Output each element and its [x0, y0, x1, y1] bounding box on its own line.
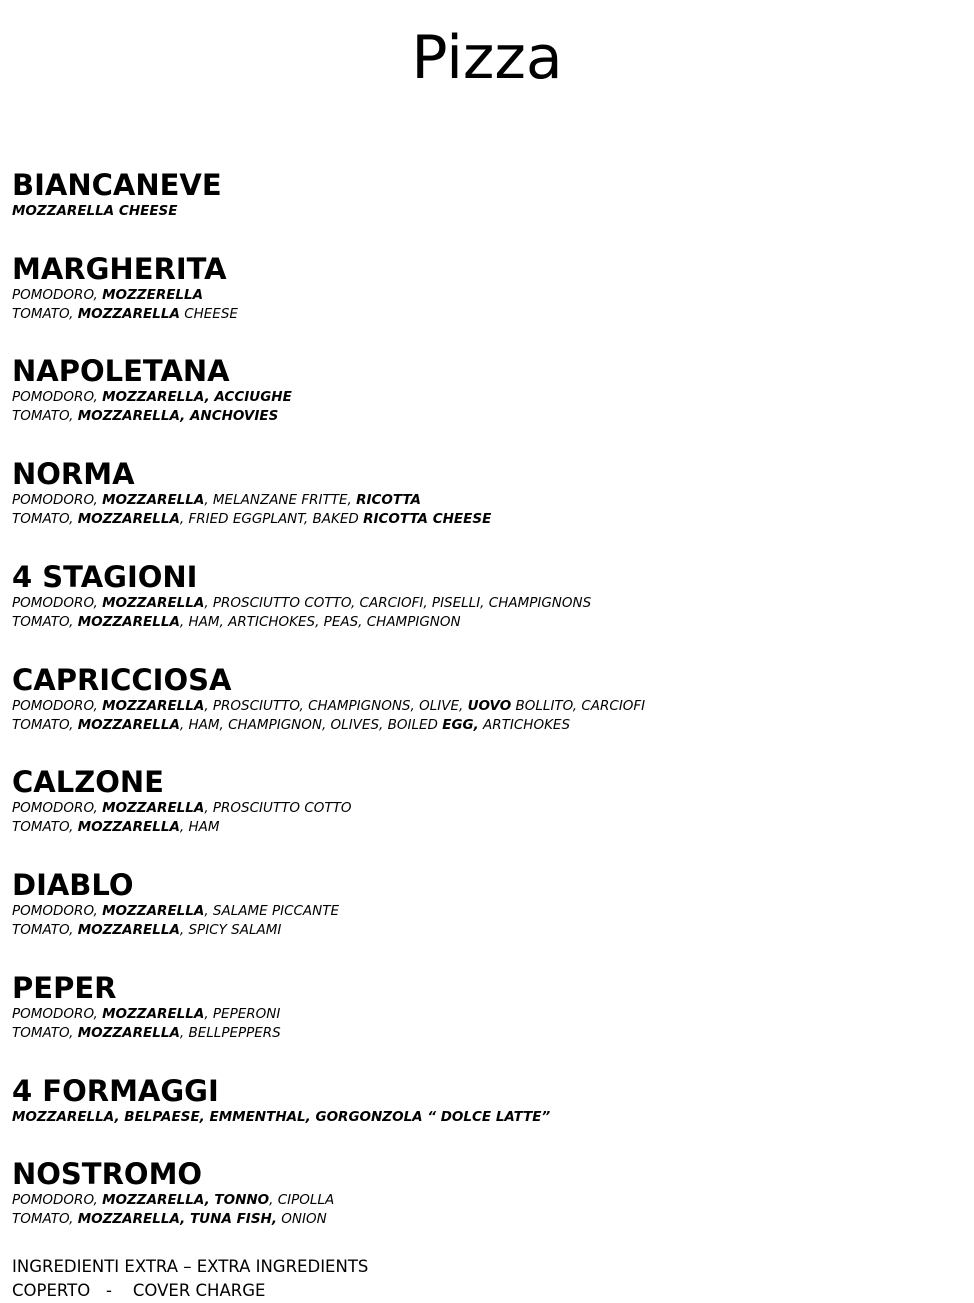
- ingredient-text: POMODORO,: [12, 389, 103, 405]
- ingredient-text: TOMATO,: [12, 306, 78, 322]
- ingredient-text: MOZZARELLA CHEESE: [12, 203, 178, 219]
- menu-item-name: DIABLO: [12, 868, 134, 902]
- ingredient-text: MOZZARELLA, TUNA FISH,: [77, 1211, 277, 1227]
- ingredient-text: , FRIED EGGPLANT, BAKED: [179, 511, 364, 527]
- ingredients-english: [12, 305, 952, 324]
- ingredients-english: [12, 510, 952, 529]
- ingredients-english: [12, 818, 952, 837]
- ingredient-text: , PROSCIUTTO COTTO, CARCIOFI, PISELLI, CHAMPIGNONS: [204, 595, 592, 611]
- ingredient-text: MOZZARELLA: [77, 1025, 180, 1041]
- menu-item: [12, 457, 952, 529]
- ingredient-text: , BELLPEPPERS: [179, 1025, 281, 1041]
- ingredient-text: , SPICY SALAMI: [179, 922, 282, 938]
- ingredient-text: , SALAME PICCANTE: [204, 903, 340, 919]
- ingredient-text: MOZZARELLA: [102, 1006, 205, 1022]
- ingredient-text: MOZZERELLA: [102, 287, 204, 303]
- ingredient-text: MOZZARELLA: [77, 922, 180, 938]
- ingredients-italian: [12, 1108, 952, 1127]
- ingredient-text: TOMATO,: [12, 614, 78, 630]
- ingredient-text: TOMATO,: [12, 1025, 78, 1041]
- menu-item: [12, 252, 952, 324]
- ingredients-italian: [12, 799, 952, 818]
- menu-item-name: CAPRICCIOSA: [12, 663, 232, 697]
- ingredient-text: MOZZARELLA: [102, 698, 205, 714]
- menu-item: [12, 765, 952, 837]
- ingredients-english: [12, 1210, 952, 1229]
- ingredient-text: TOMATO,: [12, 511, 78, 527]
- ingredient-text: , MELANZANE FRITTE,: [204, 492, 357, 508]
- ingredients-english: [12, 407, 952, 426]
- ingredient-text: ARTICHOKES: [478, 717, 571, 733]
- menu-item-name: 4 STAGIONI: [12, 560, 198, 594]
- ingredient-text: , PEPERONI: [204, 1006, 281, 1022]
- ingredient-text: MOZZARELLA: [77, 614, 180, 630]
- ingredient-text: EGG,: [442, 717, 479, 733]
- menu-item: [12, 1157, 952, 1229]
- menu-item-name: NOSTROMO: [12, 1157, 203, 1191]
- ingredient-text: POMODORO,: [12, 595, 103, 611]
- ingredients-english: [12, 716, 952, 735]
- ingredient-text: BOLLITO, CARCIOFI: [511, 698, 646, 714]
- ingredient-text: MOZZARELLA: [102, 595, 205, 611]
- ingredients-english: [12, 1024, 952, 1043]
- menu-item-name: NORMA: [12, 457, 135, 491]
- ingredients-italian: [12, 697, 952, 716]
- ingredient-text: TOMATO,: [12, 408, 78, 424]
- ingredients-italian: [12, 202, 952, 221]
- ingredient-text: POMODORO,: [12, 903, 103, 919]
- ingredient-text: RICOTTA CHEESE: [363, 511, 492, 527]
- page-title: Pizza: [411, 23, 563, 93]
- ingredient-text: POMODORO,: [12, 287, 103, 303]
- menu-item: [12, 168, 952, 221]
- ingredient-text: MOZZARELLA: [102, 492, 205, 508]
- menu-item: [12, 560, 952, 632]
- ingredient-text: POMODORO,: [12, 492, 103, 508]
- ingredients-italian: [12, 1005, 952, 1024]
- ingredient-text: , PROSCIUTTO, CHAMPIGNONS, OLIVE,: [204, 698, 468, 714]
- menu-item-name: PEPER: [12, 971, 117, 1005]
- ingredient-text: MOZZARELLA: [77, 306, 180, 322]
- ingredients-italian: [12, 388, 952, 407]
- footer-extra-ingredients: INGREDIENTI EXTRA – EXTRA INGREDIENTS: [12, 1257, 369, 1276]
- ingredient-text: , HAM: [179, 819, 220, 835]
- ingredient-text: MOZZARELLA: [77, 717, 180, 733]
- menu-item-name: BIANCANEVE: [12, 168, 222, 202]
- ingredient-text: MOZZARELLA, BELPAESE, EMMENTHAL, GORGONZOLA “ DOLCE LATTE”: [12, 1109, 551, 1125]
- menu-item-name: CALZONE: [12, 765, 164, 799]
- ingredient-text: MOZZARELLA, ACCIUGHE: [102, 389, 292, 405]
- ingredients-english: [12, 921, 952, 940]
- ingredients-italian: [12, 491, 952, 510]
- menu-item: [12, 1074, 952, 1127]
- ingredient-text: , CIPOLLA: [269, 1192, 335, 1208]
- ingredients-italian: [12, 286, 952, 305]
- ingredients-italian: [12, 1191, 952, 1210]
- ingredient-text: , HAM, ARTICHOKES, PEAS, CHAMPIGNON: [179, 614, 461, 630]
- ingredient-text: RICOTTA: [356, 492, 422, 508]
- ingredient-text: TOMATO,: [12, 922, 78, 938]
- ingredient-text: POMODORO,: [12, 1006, 103, 1022]
- menu-item-name: 4 FORMAGGI: [12, 1074, 219, 1108]
- footer-notes: [12, 1255, 368, 1303]
- menu-item: [12, 868, 952, 940]
- ingredient-text: MOZZARELLA: [77, 819, 180, 835]
- menu-item: [12, 354, 952, 426]
- ingredient-text: MOZZARELLA: [102, 903, 205, 919]
- ingredient-text: , HAM, CHAMPIGNON, OLIVES, BOILED: [179, 717, 443, 733]
- footer-cover-charge: COPERTO - COVER CHARGE: [12, 1281, 266, 1300]
- ingredients-italian: [12, 594, 952, 613]
- ingredient-text: CHEESE: [179, 306, 238, 322]
- ingredient-text: MOZZARELLA, TONNO: [102, 1192, 270, 1208]
- ingredient-text: ONION: [276, 1211, 327, 1227]
- ingredient-text: MOZZARELLA: [102, 800, 205, 816]
- ingredient-text: MOZZARELLA, ANCHOVIES: [77, 408, 279, 424]
- ingredient-text: TOMATO,: [12, 717, 78, 733]
- menu-item-name: MARGHERITA: [12, 252, 227, 286]
- menu-item: [12, 971, 952, 1043]
- ingredients-english: [12, 613, 952, 632]
- ingredient-text: POMODORO,: [12, 800, 103, 816]
- ingredient-text: , PROSCIUTTO COTTO: [204, 800, 352, 816]
- ingredient-text: MOZZARELLA: [77, 511, 180, 527]
- ingredient-text: UOVO: [467, 698, 512, 714]
- menu-item: [12, 663, 952, 735]
- ingredient-text: TOMATO,: [12, 819, 78, 835]
- ingredient-text: TOMATO,: [12, 1211, 78, 1227]
- ingredient-text: POMODORO,: [12, 698, 103, 714]
- menu-item-name: NAPOLETANA: [12, 354, 230, 388]
- ingredient-text: POMODORO,: [12, 1192, 103, 1208]
- ingredients-italian: [12, 902, 952, 921]
